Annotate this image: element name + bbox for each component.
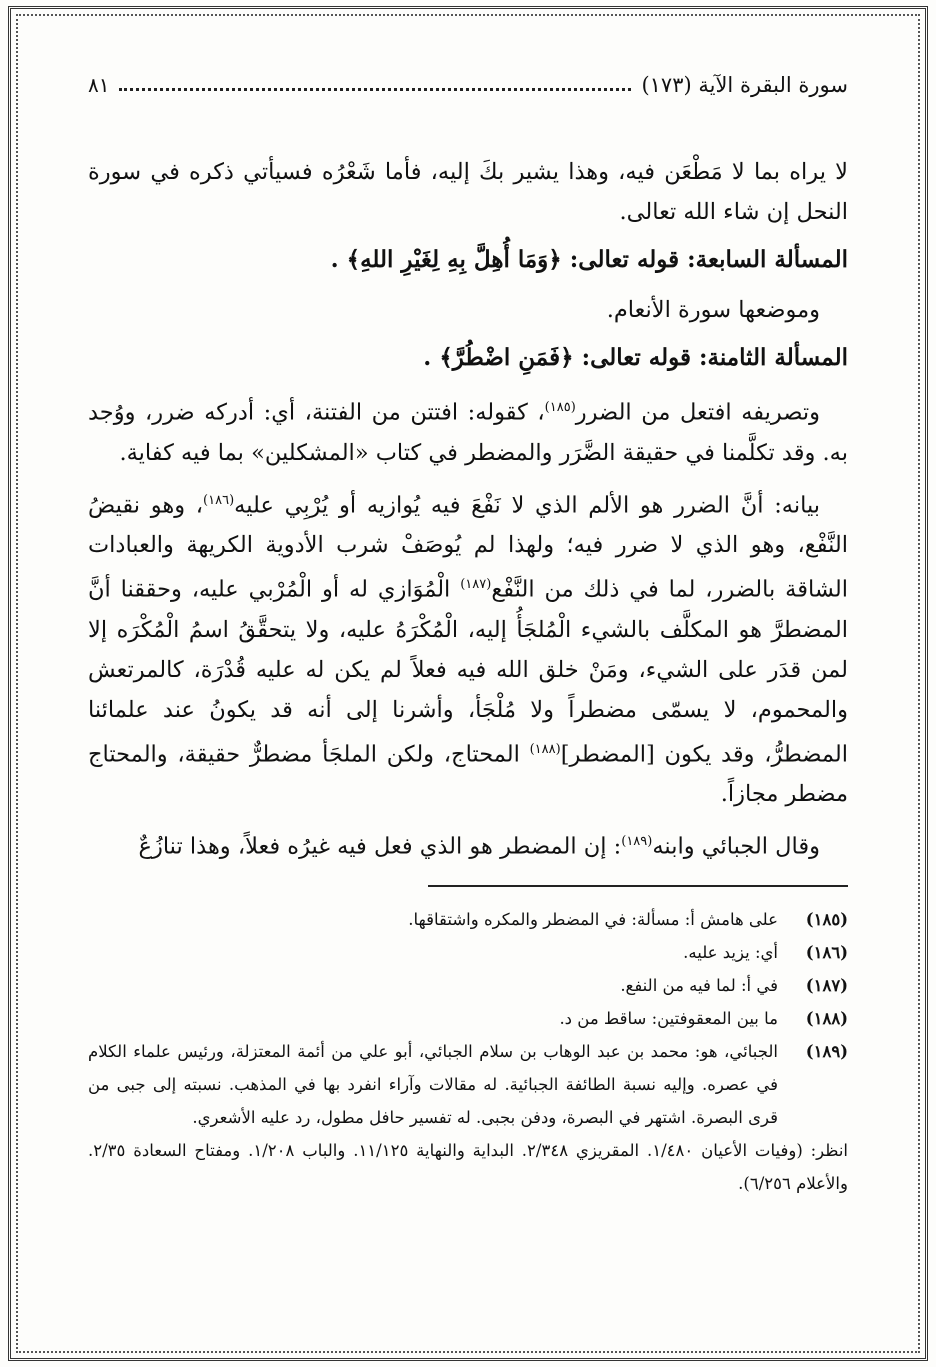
header-dotted-leader bbox=[119, 87, 631, 91]
footnote-number: (١٨٥) bbox=[805, 909, 848, 929]
footnote-ref-188[interactable]: (١٨٨) bbox=[529, 741, 561, 757]
heading-8-dot: . bbox=[423, 344, 432, 371]
footnote-number: (١٨٦) bbox=[805, 942, 848, 962]
footnote-text: أي: يزيد عليه. bbox=[683, 942, 778, 962]
paragraph-2-part-a: وتصريفه افتعل من الضرر bbox=[575, 399, 820, 426]
paragraph-2 bbox=[88, 388, 848, 473]
footnotes bbox=[88, 903, 848, 1200]
paragraph-4 bbox=[88, 822, 848, 867]
footnote-187 bbox=[88, 969, 848, 1002]
page-content bbox=[88, 62, 848, 1200]
footnote-186 bbox=[88, 936, 848, 969]
footnote-ref-186[interactable]: (١٨٦) bbox=[203, 492, 235, 508]
footnote-text: في أ: لما فيه من النفع. bbox=[620, 975, 778, 995]
paragraph-7: وموضعها سورة الأنعام. bbox=[606, 297, 820, 323]
footnote-number: (١٨٨) bbox=[805, 1008, 848, 1028]
footnote-ref-189[interactable]: (١٨٩) bbox=[621, 834, 653, 849]
section-heading-8 bbox=[88, 338, 848, 378]
footnote-188 bbox=[88, 1002, 848, 1035]
heading-7-dot: . bbox=[330, 246, 339, 273]
section-heading-7 bbox=[88, 240, 848, 280]
page-number: ٨١ bbox=[88, 73, 110, 97]
footnote-text: ما بين المعقوفتين: ساقط من د. bbox=[559, 1008, 778, 1028]
paragraph-3-part-a: بيانه: أنَّ الضرر هو الألم الذي لا نَفْعَ فيه يُوازيه أو يُرْبِي عليه bbox=[234, 492, 821, 518]
paragraph-3 bbox=[88, 481, 848, 815]
footnote-189 bbox=[88, 1035, 848, 1134]
footnote-185 bbox=[88, 903, 848, 936]
paragraph-3-part-c: الْمُوَازي له أو الْمُرْبي عليه، وحققنا أنَّ المضطرَّ هو المكلَّف بالشيء الْمُلجَأُ إليه، الْمُكْرَهُ عليه، ولا يتحقَّقُ اسمُ الْمُكْرَه إلا لمن قدَر على الشيء، ومَنْ خلق الله فيه فعلاً لم يكن له عليه قُدْرَة، كالمرتعش والمحموم، لا يسمّى مضطراً ولا مُلْجَأ، وأشرنا إلى أنه قد يكونُ عند علمائنا المضطرُّ، وقد يكون [المضطر] bbox=[88, 576, 848, 767]
heading-8-verse: ﴿فَمَنِ اضْطُرَّ﴾ bbox=[439, 344, 574, 371]
footnote-ref-187[interactable]: (١٨٧) bbox=[460, 577, 492, 592]
footnote-divider bbox=[428, 885, 848, 887]
footnote-sources: انظر: (وفيات الأعيان ١/٤٨٠. المقريزي ٢/٣٤٨. البداية والنهاية ١١/١٢٥. والباب ١/٢٠٨. ومفتاح السعادة ٢/٣٥. والأعلام ٦/٢٥٦). bbox=[88, 1140, 848, 1193]
paragraph-4-part-a: وقال الجبائي وابنه bbox=[652, 833, 820, 860]
footnote-text: الجبائي، هو: محمد بن عبد الوهاب بن سلام الجبائي، أبو علي من أئمة المعتزلة، ورئيس علماء الكلام في عصره. وإليه نسبة الطائفة الجبائية. له مقالات وآراء انفرد بها في المذهب. نسبته إلى جبى من قرى البصرة. اشتهر في البصرة، ودفن بجبى. له تفسير حافل مطول، رد عليه الأشعري. bbox=[88, 1041, 778, 1127]
main-text bbox=[88, 152, 848, 867]
heading-8-label: المسألة الثامنة: قوله تعالى: bbox=[581, 344, 848, 371]
paragraph-3-part-b: ، وهو نقيضُ النَّفْع، وهو الذي لا ضرر فيه؛ ولهذا لم يُوصَفْ شرب الأدوية الكريهة والعبادات الشاقة بالضرر، لما في ذلك من النَّفْع bbox=[88, 492, 849, 603]
footnote-number: (١٨٧) bbox=[805, 975, 848, 995]
heading-7-label: المسألة السابعة: قوله تعالى: bbox=[569, 246, 848, 273]
paragraph-2-part-b: ، كقوله: افتتن من الفتنة، أي: أدركه ضرر، ووُجد به. وقد تكلَّمنا في حقيقة الضَّرَر والمضطر في كتاب «المشكلين» بما فيه كفاية. bbox=[88, 399, 848, 466]
footnote-ref-185[interactable]: (١٨٥) bbox=[544, 400, 576, 415]
footnote-text: على هامش أ: مسألة: في المضطر والمكره واشتقاقها. bbox=[408, 909, 778, 929]
running-header bbox=[88, 62, 848, 108]
header-title: سورة البقرة الآية (١٧٣) bbox=[641, 73, 848, 97]
footnote-number: (١٨٩) bbox=[805, 1041, 848, 1061]
paragraph-4-part-b: : إن المضطر هو الذي فعل فيه غيرُه فعلاً، وهذا تنازُعٌ bbox=[138, 833, 622, 860]
paragraph-1: لا يراه بما لا مَطْعَن فيه، وهذا يشير بكَ إليه، فأما شَعْرُه فسيأتي ذكره في سورة النحل إن شاء الله تعالى. bbox=[88, 159, 848, 225]
paragraph-3-part-d: المحتاج، ولكن الملجَأ مضطرٌّ حقيقة، والمحتاج مضطر مجازاً. bbox=[88, 741, 848, 807]
heading-7-verse: ﴿وَمَا أُهِلَّ بِهِ لِغَيْرِ اللهِ﴾ bbox=[346, 246, 562, 273]
